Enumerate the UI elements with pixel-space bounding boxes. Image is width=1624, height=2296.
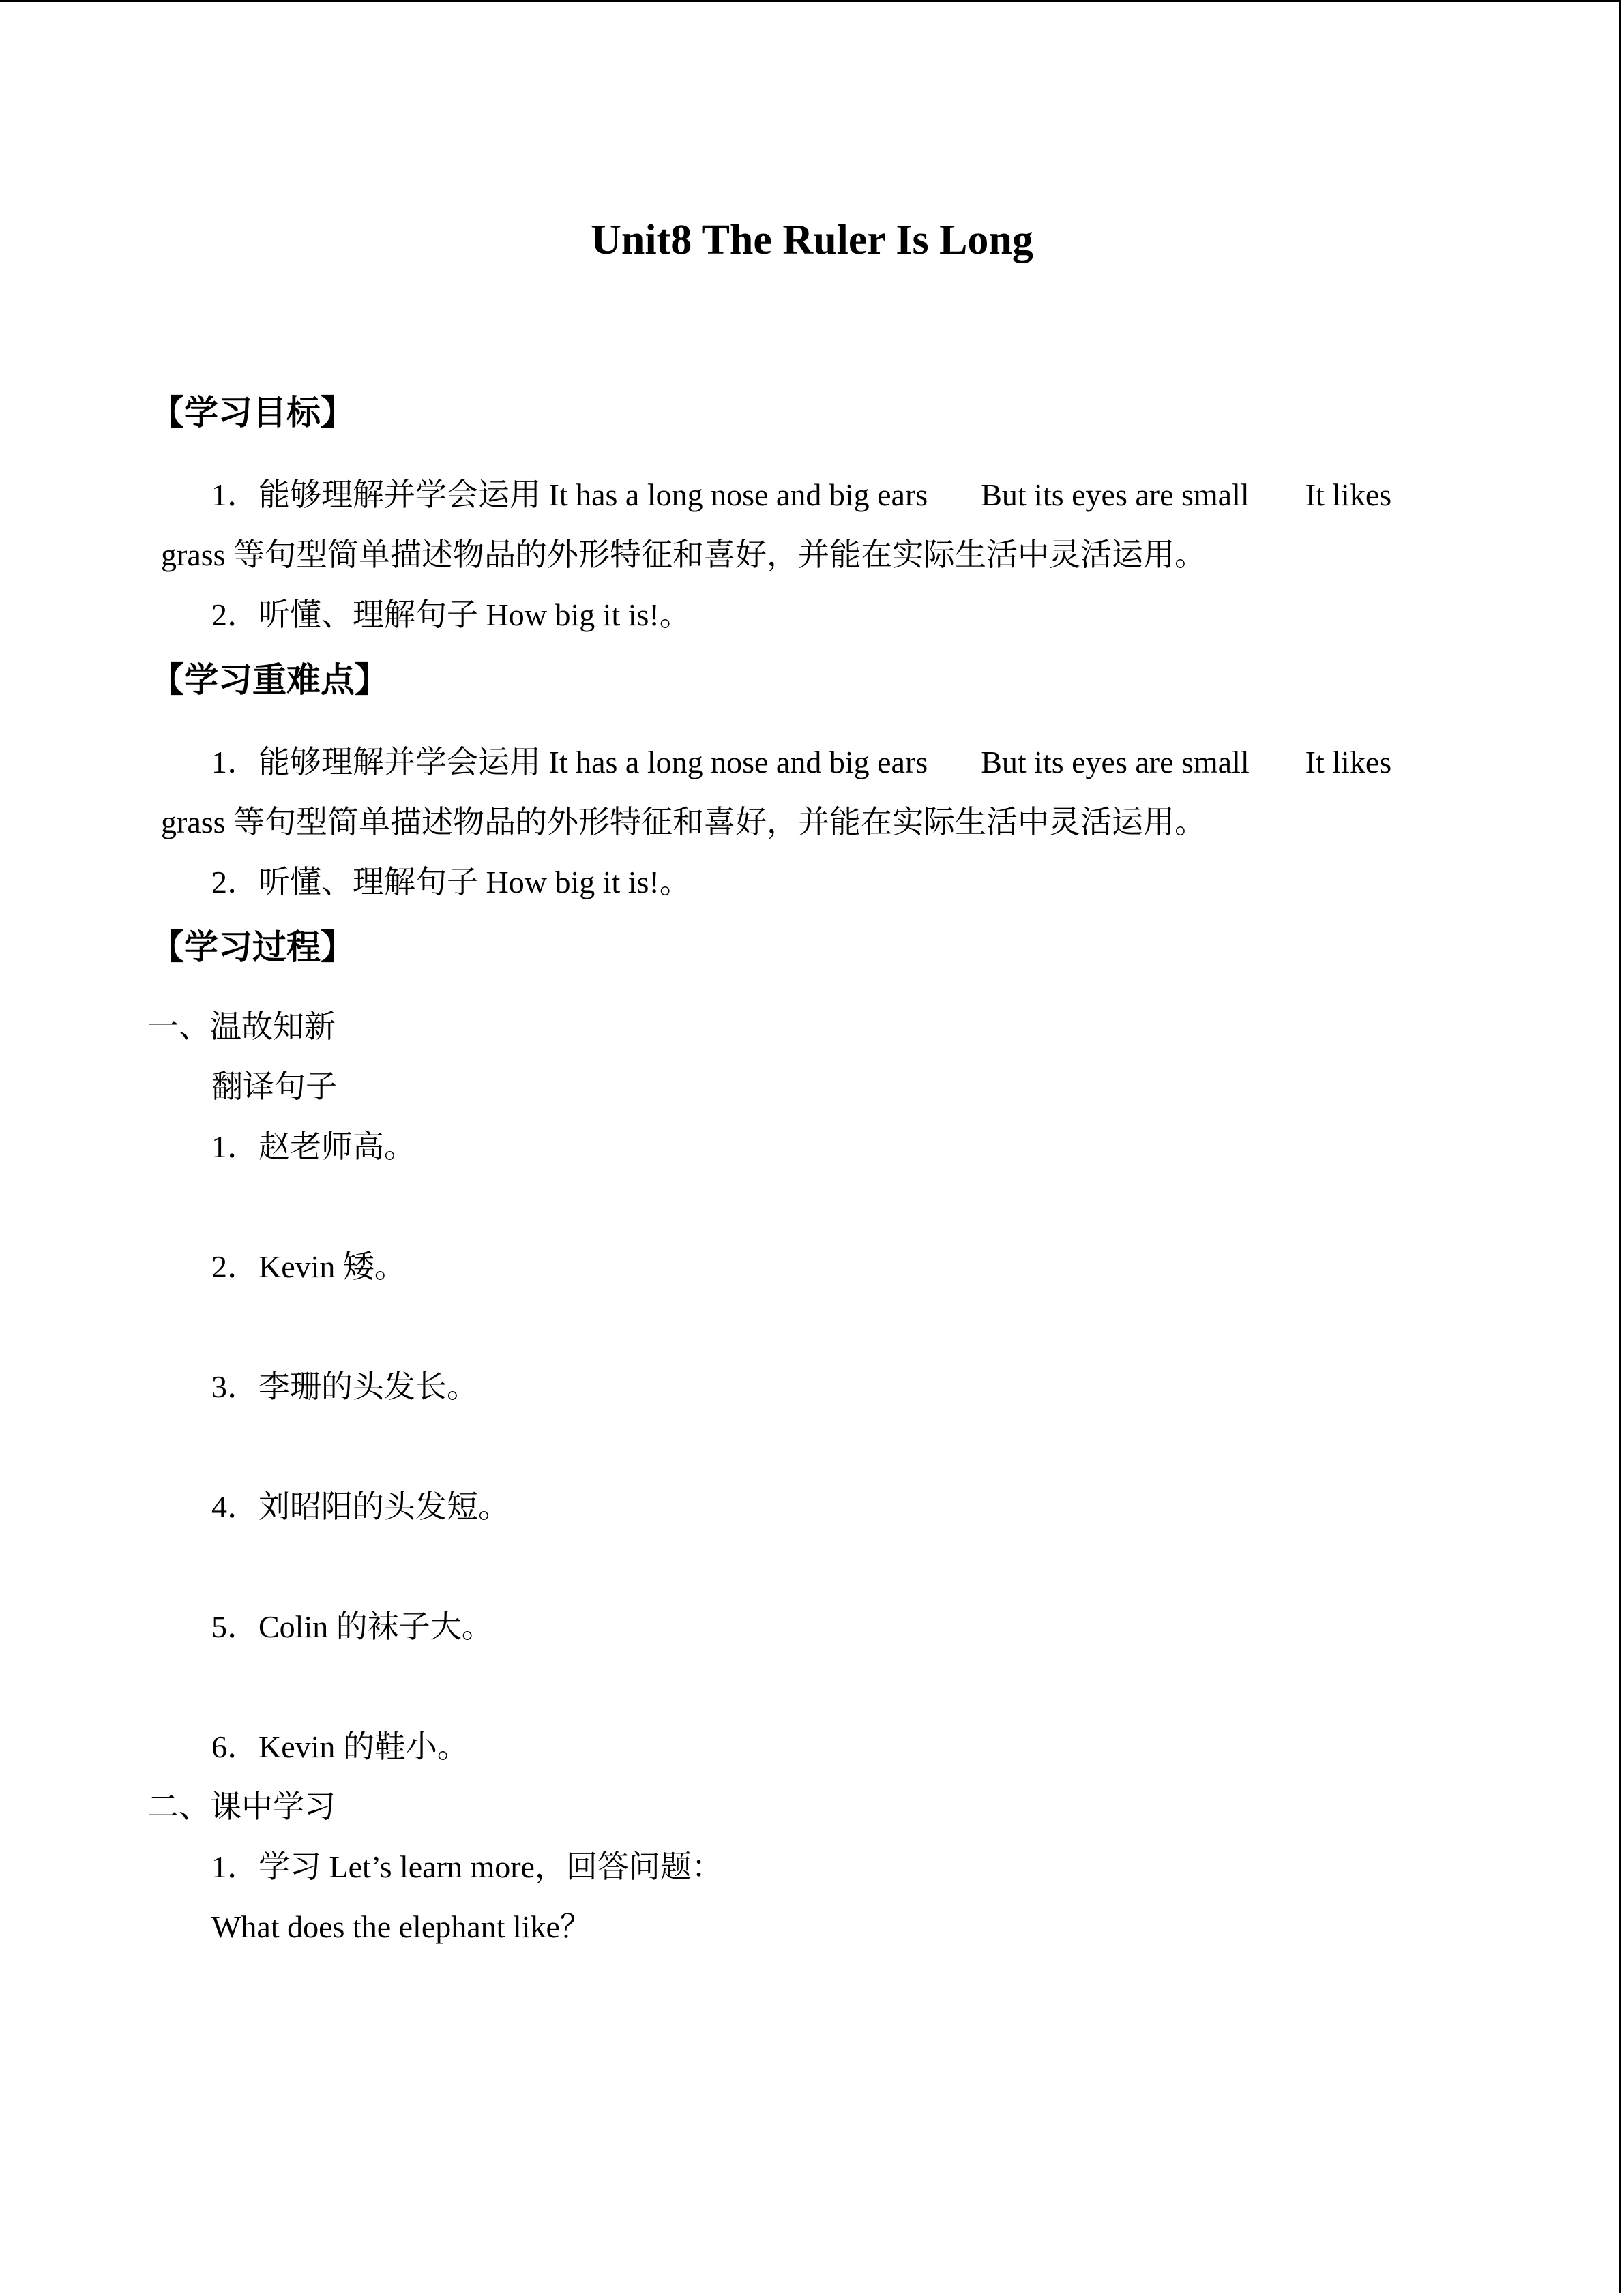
process-part-1-title: 一、温故知新 [147,1009,336,1044]
document-title: Unit8 The Ruler Is Long [591,217,1033,263]
process-part-1-subtitle: 翻译句子 [211,1069,337,1104]
key-points-item-1-continued: grass 等句型简单描述物品的外形特征和喜好，并能在实际生活中灵活运用。 [161,805,1207,839]
objectives-item-1 [211,473,1391,517]
key-points-item-1-number: 1． [211,745,259,779]
key-points-item-1-part-a: 能够理解并学会运用 It has a long nose and big ears [259,745,928,779]
section-heading-key-points: 【学习重难点】 [150,660,389,700]
key-points-item-1-part-b: But its eyes are small [981,745,1250,779]
process-part-2-question: What does the elephant like？ [211,1909,591,1944]
translation-item-2: 2．Kevin 矮。 [211,1249,406,1284]
translation-item-3: 3．李珊的头发长。 [211,1369,478,1404]
objectives-item-1-continued: grass 等句型简单描述物品的外形特征和喜好，并能在实际生活中灵活运用。 [161,537,1207,572]
objectives-item-2: 2．听懂、理解句子 How big it is!。 [211,597,691,632]
translation-item-4: 4．刘昭阳的头发短。 [211,1489,510,1524]
translation-item-6: 6．Kevin 的鞋小。 [211,1729,469,1764]
objectives-item-1-part-c: It likes [1305,477,1392,512]
key-points-item-1 [211,741,1391,784]
objectives-item-1-part-a: 能够理解并学会运用 It has a long nose and big ears [259,477,928,512]
translation-item-5: 5．Colin 的袜子大。 [211,1609,493,1644]
objectives-item-1-number: 1． [211,477,259,512]
process-part-2-title: 二、课中学习 [147,1789,336,1824]
section-heading-process: 【学习过程】 [150,927,355,967]
process-part-2-item-1: 1．学习 Let’s learn more，回答问题： [211,1849,723,1884]
key-points-item-2: 2．听懂、理解句子 How big it is!。 [211,865,691,899]
key-points-item-1-part-c: It likes [1305,745,1392,779]
section-heading-objectives: 【学习目标】 [150,393,355,432]
translation-item-1: 1．赵老师高。 [211,1129,415,1164]
objectives-item-1-part-b: But its eyes are small [981,477,1250,512]
